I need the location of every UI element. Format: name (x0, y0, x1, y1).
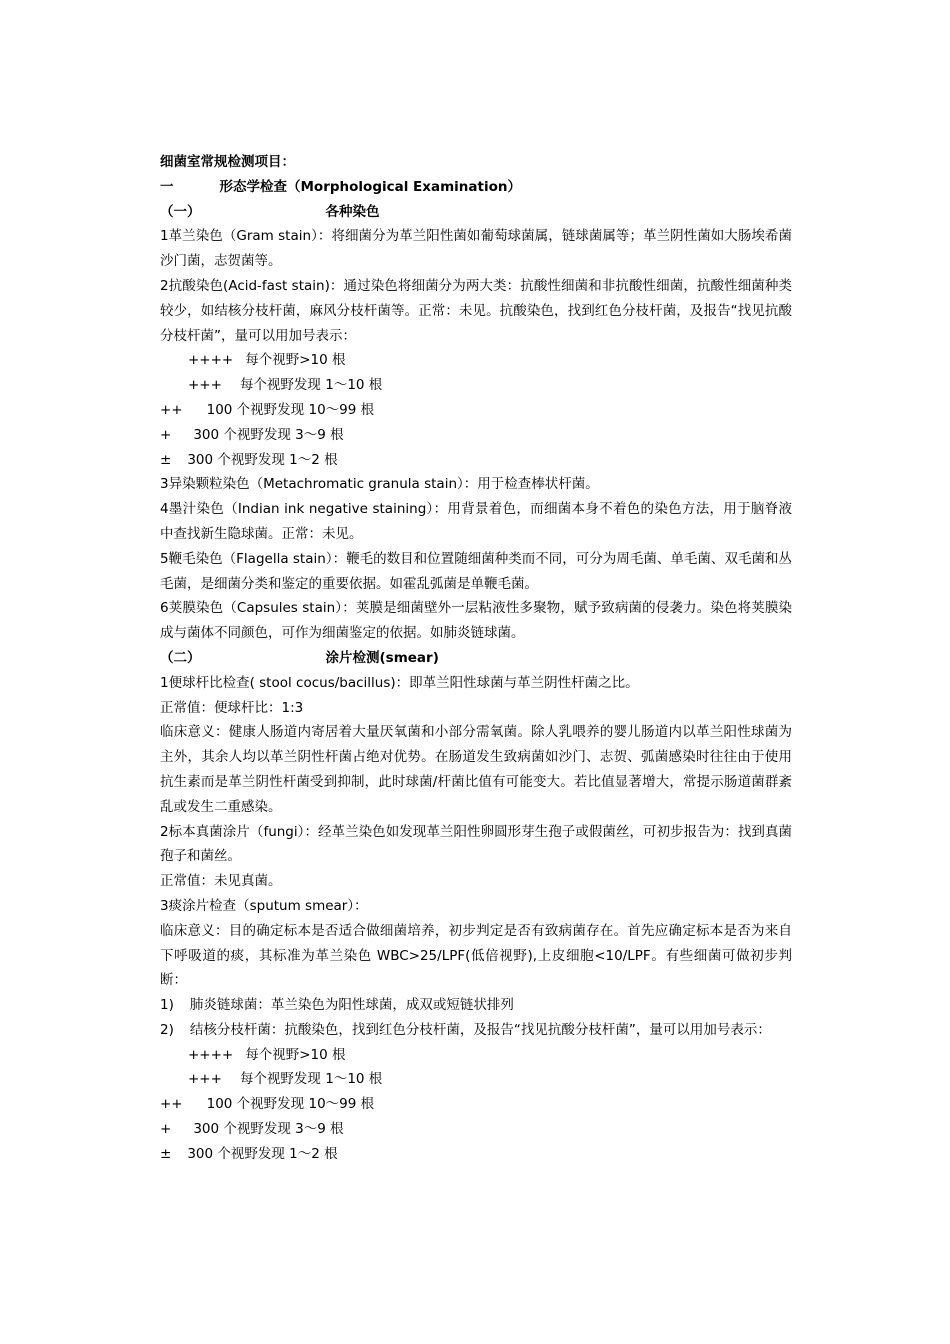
grade-sign: +++ (188, 1071, 222, 1088)
grade-text: 300 个视野发现 1～2 根 (187, 1145, 338, 1162)
grade-text: 300 个视野发现 3～9 根 (193, 1121, 344, 1138)
grade-sign: ± (160, 451, 172, 468)
paragraph-acid-fast-stain: 2抗酸染色(Acid-fast stain)：通过染色将细菌分为两大类：抗酸性细菌和非抗酸性细菌，抗酸性细菌种类较少，如结核分枝杆菌，麻风分枝杆菌等。正常：未见。抗酸染色，找到红色分枝杆菌，及报告“找见抗酸分枝杆菌”，量可以用加号表示： (160, 277, 792, 344)
grade-line (160, 373, 792, 398)
grade-sign: ++++ (188, 352, 234, 369)
grade-text: 每个视野>10 根 (245, 352, 346, 369)
list-text: 肺炎链球菌：革兰染色为阳性球菌，成双或短链状排列 (189, 997, 514, 1014)
subsection-heading-smear (160, 646, 792, 671)
paragraph-metachromatic-stain: 3异染颗粒染色（Metachromatic granula stain）：用于检查棒状杆菌。 (160, 476, 599, 493)
paragraph-fungi-normal: 正常值：未见真菌。 (160, 873, 282, 890)
grade-text: 每个视野发现 1～10 根 (239, 377, 383, 394)
grade-text: 100 个视野发现 10～99 根 (206, 401, 375, 418)
subsection-label: 涂片检测(smear) (325, 649, 439, 666)
section-heading-morphology (160, 175, 792, 200)
grade-line (160, 348, 792, 373)
grade-text: 每个视野>10 根 (245, 1046, 346, 1063)
paragraph-stool-normal: 正常值：便球杆比：1:3 (160, 699, 304, 716)
paragraph-gram-stain: 1革兰染色（Gram stain）：将细菌分为革兰阳性菌如葡萄球菌属，链球菌属等；革兰阴性菌如大肠埃希菌沙门菌，志贺菌等。 (160, 228, 792, 270)
grade-sign: ++ (160, 1096, 183, 1113)
grade-line (160, 398, 792, 423)
grade-sign: ++ (160, 401, 183, 418)
list-item (160, 993, 792, 1018)
list-number: 2) (160, 1021, 174, 1038)
paragraph-sputum-clinical: 临床意义：目的确定标本是否适合做细菌培养，初步判定是否有致病菌存在。首先应确定标本是否为来自下呼吸道的痰，其标准为革兰染色 WBC>25/LPF(低倍视野),上皮细胞<10/LPF。有些细菌可做初步判断： (160, 922, 792, 989)
grade-sign: + (160, 1121, 172, 1138)
grade-sign: ++++ (188, 1046, 234, 1063)
grade-line (160, 1092, 792, 1117)
subsection-label: 各种染色 (325, 203, 380, 220)
paragraph-flagella-stain: 5鞭毛染色（Flagella stain）：鞭毛的数目和位置随细菌种类而不同，可分为周毛菌、单毛菌、双毛菌和丛毛菌，是细菌分类和鉴定的重要依据。如霍乱弧菌是单鞭毛菌。 (160, 550, 792, 592)
paragraph-capsules-stain: 6荚膜染色（Capsules stain）：荚膜是细菌壁外一层粘液性多聚物，赋予致病菌的侵袭力。染色将荚膜染成与菌体不同颜色，可作为细菌鉴定的依据。如肺炎链球菌。 (160, 600, 792, 642)
grade-text: 100 个视野发现 10～99 根 (206, 1096, 375, 1113)
section-number: 一 (160, 178, 174, 195)
grade-line (160, 1067, 792, 1092)
paragraph-indian-ink-stain: 4墨汁染色（Indian ink negative staining）：用背景着色，而细菌本身不着色的染色方法，用于脑脊液中查找新生隐球菌。正常：未见。 (160, 501, 792, 542)
subsection-number: （一） (160, 203, 201, 220)
paragraph-stool-ratio: 1便球杆比检查( stool cocus/bacillus)：即革兰阳性球菌与革兰阴性杆菌之比。 (160, 674, 639, 691)
grade-sign: ± (160, 1145, 172, 1162)
list-item (160, 1018, 792, 1043)
grade-line (160, 1142, 792, 1167)
grade-sign: + (160, 426, 172, 443)
grade-sign: +++ (188, 377, 222, 394)
list-number: 1) (160, 997, 174, 1014)
grade-text: 每个视野发现 1～10 根 (239, 1071, 383, 1088)
list-text: 结核分枝杆菌：抗酸染色，找到红色分枝杆菌，及报告“找见抗酸分枝杆菌”，量可以用加号表示： (189, 1021, 771, 1038)
grade-text: 300 个视野发现 1～2 根 (187, 451, 338, 468)
paragraph-fungi-smear: 2标本真菌涂片（fungi）：经革兰染色如发现革兰阳性卵圆形芽生孢子或假菌丝，可初步报告为：找到真菌孢子和菌丝。 (160, 823, 792, 865)
subsection-number: （二） (160, 649, 201, 666)
paragraph-stool-clinical: 临床意义：健康人肠道内寄居着大量厌氧菌和小部分需氧菌。除人乳喂养的婴儿肠道内以革兰阳性球菌为主外，其余人均以革兰阴性杆菌占绝对优势。在肠道发生致病菌如沙门、志贺、弧菌感染时往往由于使用抗生素而是革兰阴性杆菌受到抑制，此时球菌/杆菌比值有可能变大。若比值显著增大，常提示肠道菌群紊乱或发生二重感染。 (160, 724, 792, 815)
document-page (160, 150, 792, 1167)
grade-line (160, 1043, 792, 1068)
grade-line (160, 448, 792, 473)
section-label: 形态学检查（Morphological Examination） (219, 178, 521, 195)
subsection-heading-stains (160, 200, 792, 225)
doc-title: 细菌室常规检测项目： (160, 154, 295, 170)
grade-text: 300 个视野发现 3～9 根 (193, 426, 344, 443)
grade-line (160, 1117, 792, 1142)
paragraph-sputum-smear: 3痰涂片检查（sputum smear）： (160, 897, 368, 914)
grade-line (160, 423, 792, 448)
